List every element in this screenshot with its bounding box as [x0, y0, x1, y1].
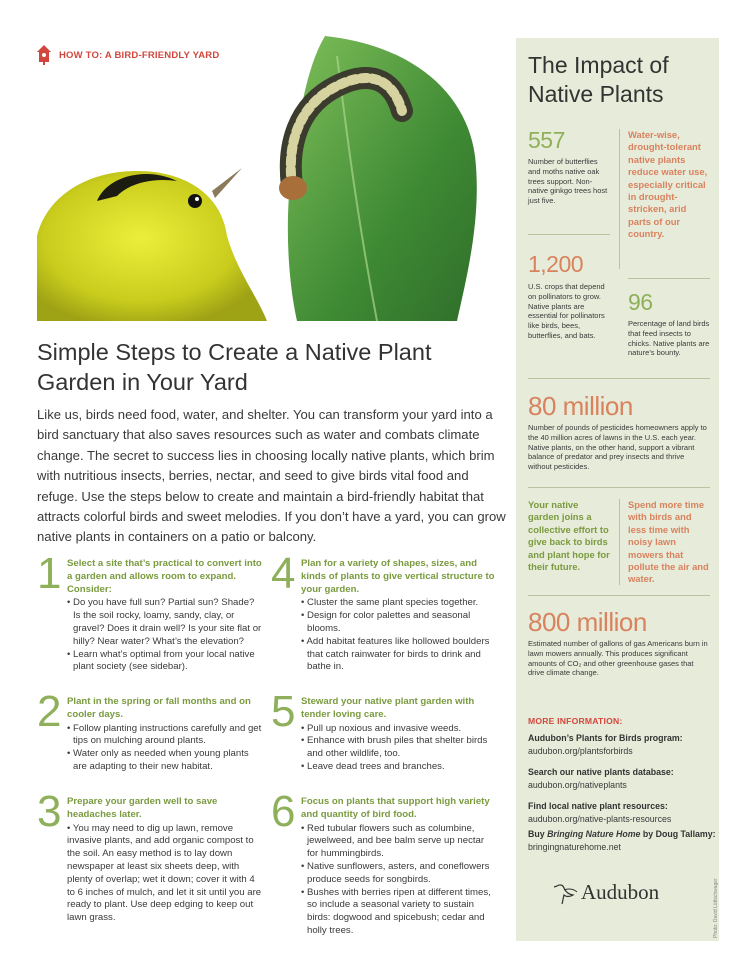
page-title: Simple Steps to Create a Native Plant Garden in Your Yard — [37, 339, 432, 395]
bird-illustration — [37, 168, 267, 321]
audubon-logo — [554, 880, 659, 905]
step-bullet: • Leave dead trees and branches. — [301, 761, 497, 774]
link-label: Find local native plant resources: — [528, 801, 668, 811]
sidebar-title: The Impact of Native Plants — [528, 52, 669, 107]
step-bullet: • Bushes with berries ripen at different times, so include a seasonal variety to sustain birds: dogwood and spicebush; cedar and holly trees. — [301, 887, 497, 938]
stat-value-80-million: 80 million — [528, 391, 633, 421]
step-3 — [37, 787, 262, 926]
stat-value-557: 557 — [528, 127, 565, 153]
step-bullet: • Do you have full sun? Partial sun? Shade? Is the soil rocky, loamy, sandy, clay, or gravel? Does it drain well? Is your site flat or hilly? Near water? What’s the elevation? — [67, 597, 263, 648]
step-bullet: • Learn what’s optimal from your local native plant society (see sidebar). — [67, 649, 263, 675]
more-info-heading: MORE INFORMATION: — [528, 716, 623, 726]
step-bullet: • Pull up noxious and invasive weeds. — [301, 723, 497, 736]
audubon-wordmark: Audubon — [581, 880, 660, 904]
step-5 — [271, 687, 491, 776]
divider — [619, 129, 620, 269]
step-bullet: • You may need to dig up lawn, remove invasive plants, and add organic compost to the soil. An easy method is to lay down newspaper at least six sheets deep, with plenty of overlap; wet it down; cover it with 4 to 6 inches of mulch, and let it sit until you are ready to plant. Use deep edging to keep out lawn grass. — [67, 823, 263, 925]
divider — [528, 487, 710, 488]
divider — [628, 278, 710, 279]
stat-desc-80-million: Number of pounds of pesticides homeowners apply to the 40 million acres of lawns in the U.S. each year. Native plants, on the other hand, support a vibrant balance of predator and prey insects and thrive without pesticides. — [528, 423, 707, 472]
impact-sidebar — [516, 38, 719, 941]
step-bullet: • Design for color palettes and seasonal blooms. — [301, 610, 497, 636]
step-bullet: • Water only as needed when young plants are adapting to their new habitat. — [67, 748, 263, 774]
step-6 — [271, 787, 491, 946]
step-bullet: • Cluster the same plant species together. — [301, 597, 497, 610]
stat-value-800-million: 800 million — [528, 607, 647, 637]
book-suffix: by Doug Tallamy: — [640, 829, 716, 839]
stat-value-96: 96 — [628, 289, 653, 315]
step-bullet: • Red tubular flowers such as columbine, jewelweed, and bee balm serve up nectar for hummingbirds. — [301, 823, 497, 861]
divider — [528, 234, 610, 235]
step-heading: Prepare your garden well to save headaches later. — [67, 796, 218, 820]
egret-icon — [554, 883, 578, 905]
link-url[interactable]: audubon.org/plantsforbirds — [528, 745, 633, 756]
stat-value-1200: 1,200 — [528, 251, 584, 277]
step-bullet: • Native sunflowers, asters, and coneflowers produce seeds for songbirds. — [301, 861, 497, 887]
link-label: Search our native plants database: — [528, 767, 674, 777]
photo-credit: Photo: David Lüttschwager — [713, 878, 719, 938]
link-url[interactable]: audubon.org/nativeplants — [528, 779, 627, 790]
step-number: 6 — [271, 787, 296, 836]
stat-desc-1200: U.S. crops that depend on pollinators to grow. Native plants are essential for pollinators like birds, bees, butterflies, and bats. — [528, 282, 605, 340]
intro-paragraph: Like us, birds need food, water, and shelter. You can transform your yard into a bird sanctuary that also saves resources such as water and combats climate change. The secret to success lies in choosing locally native plants, which brim with nutritious insects, berries, nectar, and seed to give birds vital food and refuge. Use the steps below to create and maintain a bird-friendly habitat that attracts colorful birds and sweet melodies. If you don’t have a yard, you can grow native plants in containers on a patio or balcony. — [37, 407, 506, 545]
book-prefix: Buy — [528, 829, 548, 839]
step-1 — [37, 549, 262, 678]
step-4 — [271, 549, 495, 678]
step-heading: Focus on plants that support high variety and quantity of bird food. — [301, 796, 490, 820]
stat-desc-96: Percentage of land birds that feed insects to chicks. Native plants are nature’s bounty. — [628, 319, 710, 358]
link-url[interactable]: bringingnaturehome.net — [528, 841, 621, 852]
step-bullet: • Add habitat features like hollowed boulders that catch rainwater for birds to drink and bathe in. — [301, 636, 497, 674]
callout-collective-effort: Your native garden joins a collective effort to give back to birds and plant hope for their future. — [528, 499, 610, 573]
divider — [528, 595, 710, 596]
link-label: Audubon’s Plants for Birds program: — [528, 733, 683, 743]
step-heading: Plant in the spring or fall months and on cooler days. — [67, 696, 251, 720]
step-number: 4 — [271, 549, 296, 598]
more-info-native-plants-db — [528, 766, 716, 792]
step-2 — [37, 687, 262, 776]
step-number: 5 — [271, 687, 296, 736]
step-heading: Select a site that’s practical to convert into a garden and allows room to expand. Consider: — [67, 558, 262, 595]
stat-desc-557: Number of butterflies and moths native oak trees support. Non-native ginkgo trees host just five. — [528, 157, 608, 206]
step-bullet: • Follow planting instructions carefully and get tips on mulching around plants. — [67, 723, 263, 749]
divider — [619, 499, 620, 585]
link-url[interactable]: audubon.org/native-plants-resources — [528, 813, 672, 824]
more-info-local-resources — [528, 800, 716, 826]
callout-lawn-mowers: Spend more time with birds and less time with noisy lawn mowers that pollute the air and water. — [628, 499, 709, 585]
step-number: 2 — [37, 687, 62, 736]
more-info-book — [528, 828, 716, 854]
callout-water-wise: Water-wise, drought-tolerant native plants reduce water use, especially critical in drought-stricken, arid parts of our country. — [628, 129, 708, 240]
step-heading: Steward your native plant garden with tender loving care. — [301, 696, 475, 720]
step-number: 3 — [37, 787, 62, 836]
book-title: Bringing Nature Home — [547, 829, 641, 839]
step-number: 1 — [37, 549, 62, 598]
more-info-plants-for-birds — [528, 732, 716, 758]
step-heading: Plan for a variety of shapes, sizes, and kinds of plants to give vertical structure to your garden. — [301, 558, 495, 595]
step-bullet: • Enhance with brush piles that shelter birds and other wildlife, too. — [301, 735, 497, 761]
divider — [528, 378, 710, 379]
hero-illustration — [37, 36, 487, 321]
section-label: HOW TO: A BIRD-FRIENDLY YARD — [59, 49, 220, 61]
stat-desc-800-million: Estimated number of gallons of gas Americans burn in lawn mowers annually. This produces significant amounts of CO₂ and other greenhouse gases that drive climate change. — [528, 639, 708, 678]
